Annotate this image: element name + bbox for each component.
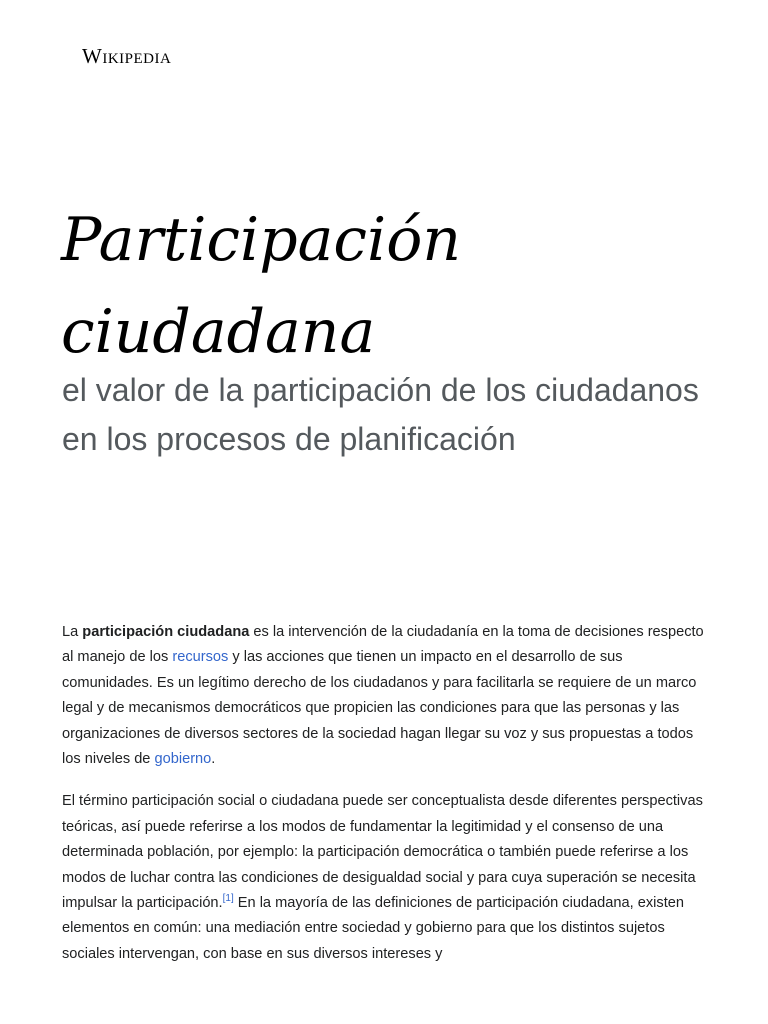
link-recursos[interactable]: recursos [172, 649, 229, 666]
page-title [61, 194, 721, 378]
paragraph-1-text-c: y las acciones que tienen un impacto en el desarrollo de sus comunidades. Es un legítimo derecho de los ciudadanos y para facilitarla se requiere de un marco legal y de mecanismos democráticos que propicien las condiciones para que las personas y las organizaciones de diversos sectores de la sociedad hagan llegar su voz y sus propuestas a todos los niveles de [62, 649, 697, 768]
page-title-line-2: ciudadana [61, 297, 376, 367]
paragraph-1-text-d: . [211, 751, 216, 768]
paragraph-1-text-b: es la intervención de la ciudadanía en la toma de decisiones respecto al manejo de los [62, 624, 704, 666]
page-subtitle: el valor de la participación de los ciudadanos en los procesos de planificación [62, 372, 699, 457]
link-gobierno[interactable]: gobierno [154, 751, 212, 768]
page-title-line-1: Participación [61, 205, 461, 275]
paragraph-1 [62, 620, 710, 772]
paragraph-2-text-a: El término participación social o ciudadana puede ser conceptualista desde diferentes perspectivas teóricas, así puede referirse a los modos de fundamentar la legitimidad y el consenso de una determinada población, por ejemplo: la participación democrática o también puede referirse a los modos de luchar contra las condiciones de desigualdad social y para cuya superación se necesita impulsar la participación. [62, 793, 703, 912]
reference-1[interactable]: [1] [222, 893, 234, 905]
paragraph-1-text-a: La [62, 624, 83, 640]
paragraph-2 [62, 789, 710, 967]
wikipedia-logo[interactable]: Wikipedia [82, 44, 172, 68]
article-body [62, 620, 710, 984]
paragraph-2-text-b: En la mayoría de las definiciones de participación ciudadana, existen elementos en común: una mediación entre sociedad y gobierno para que los distintos sujetos sociales intervengan, con base en sus diversos intereses y [62, 895, 684, 962]
bold-term: participación ciudadana [82, 624, 250, 640]
